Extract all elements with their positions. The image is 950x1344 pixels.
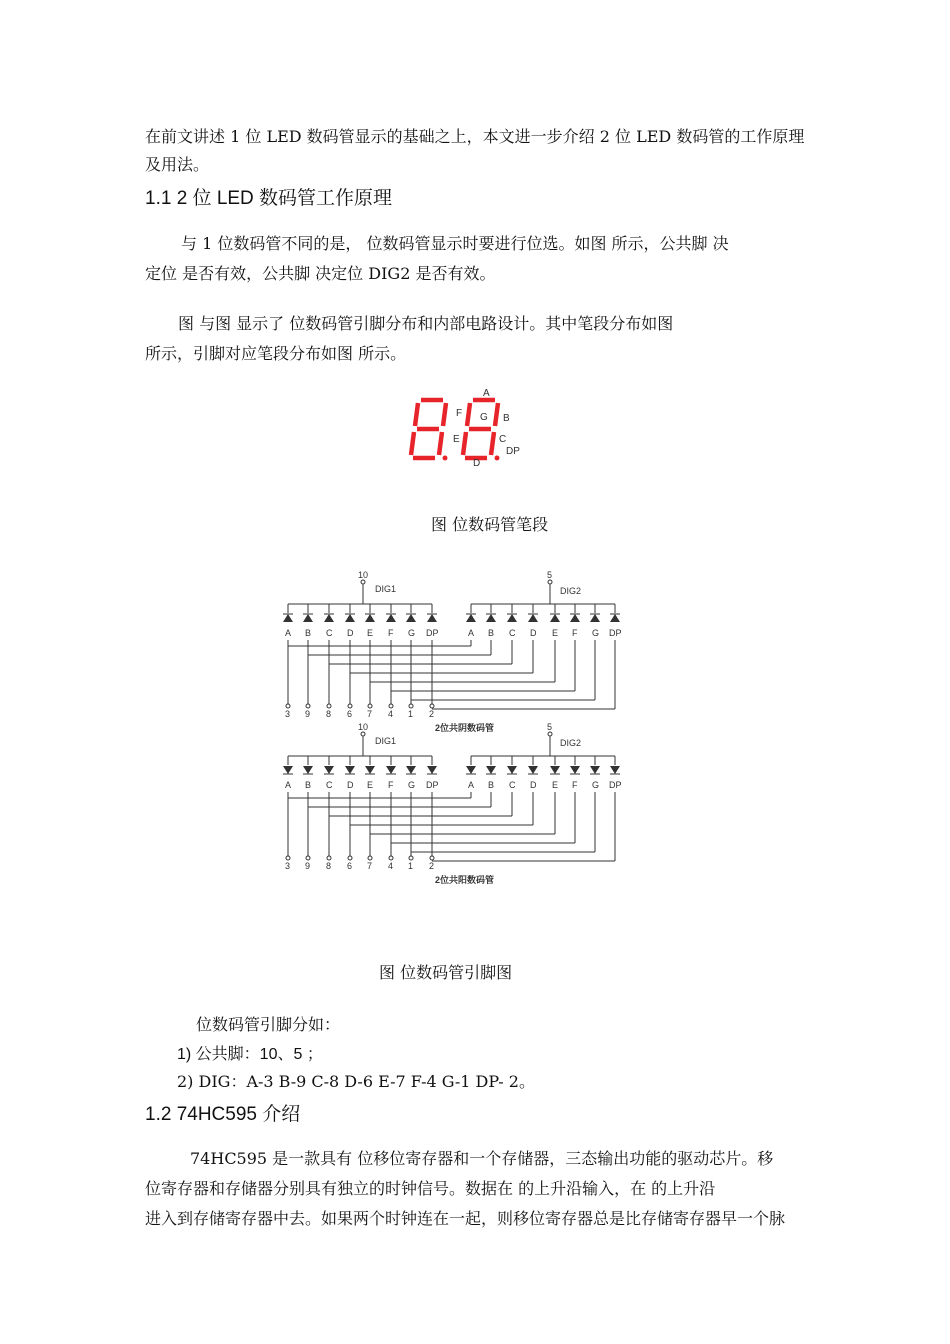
- digit-1-dp: [443, 456, 448, 461]
- dig1-segment-label: G: [408, 628, 416, 638]
- dig1-segment-label: C: [326, 780, 333, 790]
- circuit-title: 2位共阳数码管: [435, 875, 495, 885]
- dig2-diode: [570, 614, 580, 622]
- common-pin-right-node: [548, 580, 552, 584]
- intro-line-2: 及用法。: [145, 155, 210, 174]
- dig1-segment-label: D: [347, 628, 354, 638]
- pin-number-label: 8: [326, 861, 332, 871]
- section-2-line1: 74HC595 是一款具有 位移位寄存器和一个存储器，三态输出功能的驱动芯片。移: [190, 1149, 774, 1168]
- pin-number-label: 6: [347, 709, 353, 719]
- dig2-diode: [570, 766, 580, 774]
- dig1-diode: [427, 766, 437, 774]
- dig1-diode: [365, 614, 375, 622]
- dig1-diode: [324, 614, 334, 622]
- pin-number-label: 2: [429, 861, 435, 871]
- dig1-segment-label: B: [305, 628, 312, 638]
- section-2-line3: 进入到存储寄存器中去。如果两个时钟连在一起，则移位寄存器总是比存储寄存器早一个脉: [145, 1209, 786, 1228]
- seg-label-d: D: [473, 458, 481, 469]
- dig2-segment-label: B: [488, 628, 495, 638]
- pin-number-label: 1: [408, 861, 414, 871]
- dig1-diode: [427, 614, 437, 622]
- circuit-title: 2位共阴数码管: [435, 723, 495, 733]
- seg-label-dp: DP: [506, 446, 520, 457]
- pin-node: [306, 704, 310, 708]
- dig2-segment-label: E: [552, 628, 559, 638]
- dig1-diode: [345, 614, 355, 622]
- seg-label-e: E: [453, 434, 460, 445]
- figure-1-caption: 图 位数码管笔段: [431, 515, 549, 534]
- dig1-diode: [365, 766, 375, 774]
- pinout-item-1: 1) 公共脚：10、5 ；: [177, 1046, 323, 1063]
- pin-number-label: 1: [408, 709, 414, 719]
- dig1-segment-label: E: [367, 628, 374, 638]
- dig1-diode: [303, 614, 313, 622]
- dig2-diode: [590, 614, 600, 622]
- dig1-segment-label: A: [285, 780, 292, 790]
- seg-label-g: G: [480, 412, 488, 423]
- dig2-segment-label: B: [488, 780, 495, 790]
- seg-label-c: C: [499, 434, 507, 445]
- pin-number-label: 7: [367, 709, 373, 719]
- dig2-segment-label: E: [552, 780, 559, 790]
- seg-label-a: A: [483, 388, 490, 399]
- dig1-segment-label: A: [285, 628, 292, 638]
- segment-display-figure: [405, 386, 535, 476]
- dig2-segment-label: D: [530, 628, 537, 638]
- dig2-segment-label: C: [509, 780, 516, 790]
- dig2-diode: [466, 766, 476, 774]
- dig2-segment-label: A: [468, 628, 475, 638]
- dig2-diode: [550, 766, 560, 774]
- dig2-segment-label: D: [530, 780, 537, 790]
- dig2-diode: [590, 766, 600, 774]
- dig1-diode: [283, 766, 293, 774]
- dig2-diode: [610, 614, 620, 622]
- dig2-segment-label: DP: [609, 780, 622, 790]
- dig2-diode: [610, 766, 620, 774]
- dig2-label: DIG2: [560, 586, 582, 596]
- dig1-segment-label: C: [326, 628, 333, 638]
- pin-node: [389, 704, 393, 708]
- pinout-item-2: 2) DIG：A-3 B-9 C-8 D-6 E-7 F-4 G-1 DP- 2。: [177, 1072, 535, 1091]
- dig2-diode: [466, 614, 476, 622]
- dig1-diode: [386, 614, 396, 622]
- pin-number-label: 8: [326, 709, 332, 719]
- digit-2-dp: [495, 456, 500, 461]
- digit-1-segments: [411, 400, 446, 458]
- dig2-segment-label: DP: [609, 628, 622, 638]
- dig1-segment-label: F: [388, 628, 394, 638]
- common-pin-left-label: 10: [358, 722, 369, 732]
- dig1-diode: [324, 766, 334, 774]
- dig2-segment-label: F: [572, 780, 578, 790]
- pin-number-label: 4: [388, 861, 394, 871]
- section-1-para1-line2: 定位 是否有效，公共脚 决定位 DIG2 是否有效。: [145, 264, 496, 283]
- dig2-diode: [550, 614, 560, 622]
- figure-2-caption: 图 位数码管引脚图: [379, 963, 513, 982]
- pin-number-label: 4: [388, 709, 394, 719]
- pinout-heading: 位数码管引脚分如：: [196, 1015, 341, 1034]
- dig1-segment-label: D: [347, 780, 354, 790]
- pin-number-label: 9: [305, 861, 311, 871]
- dig1-diode: [303, 766, 313, 774]
- pin-number-label: 3: [285, 709, 291, 719]
- pin-number-label: 9: [305, 709, 311, 719]
- pin-number-label: 6: [347, 861, 353, 871]
- dig2-segment-label: G: [592, 780, 600, 790]
- section-1-heading: 1.1 2 位 LED 数码管工作原理: [145, 188, 393, 209]
- pin-node: [306, 856, 310, 860]
- dig1-segment-label: E: [367, 780, 374, 790]
- section-1-para2-line1: 图 与图 显示了 位数码管引脚分布和内部电路设计。其中笔段分布如图: [178, 314, 674, 333]
- seg-label-f: F: [456, 408, 463, 419]
- pin-node: [409, 856, 413, 860]
- dig2-segment-label: G: [592, 628, 600, 638]
- pin-node: [327, 856, 331, 860]
- common-pin-right-label: 5: [547, 570, 553, 580]
- dig2-segment-label: C: [509, 628, 516, 638]
- dig1-label: DIG1: [375, 584, 397, 594]
- pin-node: [409, 704, 413, 708]
- dig1-segment-label: G: [408, 780, 416, 790]
- dig1-diode: [406, 614, 416, 622]
- pin-number-label: 2: [429, 709, 435, 719]
- pin-node: [430, 704, 434, 708]
- common-pin-left-node: [361, 732, 365, 736]
- dig1-segment-label: DP: [426, 628, 439, 638]
- dig2-segment-label: A: [468, 780, 475, 790]
- dig2-diode: [486, 614, 496, 622]
- dig1-label: DIG1: [375, 736, 397, 746]
- dig2-diode: [507, 766, 517, 774]
- dig2-diode: [486, 766, 496, 774]
- common-pin-left-node: [361, 580, 365, 584]
- pin-node: [327, 704, 331, 708]
- pin-node: [368, 704, 372, 708]
- section-2-line2: 位寄存器和存储器分别具有独立的时钟信号。数据在 的上升沿输入，在 的上升沿: [145, 1179, 716, 1198]
- dig2-diode: [528, 614, 538, 622]
- dig2-segment-label: F: [572, 628, 578, 638]
- seg-label-b: B: [503, 413, 510, 424]
- section-1-para2-line2: 所示，引脚对应笔段分布如图 所示。: [145, 344, 407, 363]
- pin-node: [389, 856, 393, 860]
- dig1-diode: [283, 614, 293, 622]
- intro-line-1: 在前文讲述 1 位 LED 数码管显示的基础之上，本文进一步介绍 2 位 LED 数码管的工作原理: [145, 127, 805, 146]
- dig2-diode: [507, 614, 517, 622]
- dig2-diode: [528, 766, 538, 774]
- common-pin-right-node: [548, 732, 552, 736]
- common-pin-left-label: 10: [358, 570, 369, 580]
- pin-node: [430, 856, 434, 860]
- pin-node: [368, 856, 372, 860]
- dig1-segment-label: B: [305, 780, 312, 790]
- common-pin-right-label: 5: [547, 722, 553, 732]
- dig1-diode: [386, 766, 396, 774]
- dig1-diode: [345, 766, 355, 774]
- pin-node: [348, 704, 352, 708]
- digit-2-segments: [463, 400, 498, 458]
- dig1-segment-label: F: [388, 780, 394, 790]
- pin-number-label: 7: [367, 861, 373, 871]
- section-1-para1-line1: 与 1 位数码管不同的是， 位数码管显示时要进行位选。如图 所示，公共脚 决: [181, 234, 729, 253]
- dig1-diode: [406, 766, 416, 774]
- pin-node: [286, 856, 290, 860]
- dig2-label: DIG2: [560, 738, 582, 748]
- pin-node: [348, 856, 352, 860]
- section-2-heading: 1.2 74HC595 介绍: [145, 1104, 301, 1125]
- pin-node: [286, 704, 290, 708]
- circuit-diagrams: [270, 560, 650, 894]
- dig1-segment-label: DP: [426, 780, 439, 790]
- pin-number-label: 3: [285, 861, 291, 871]
